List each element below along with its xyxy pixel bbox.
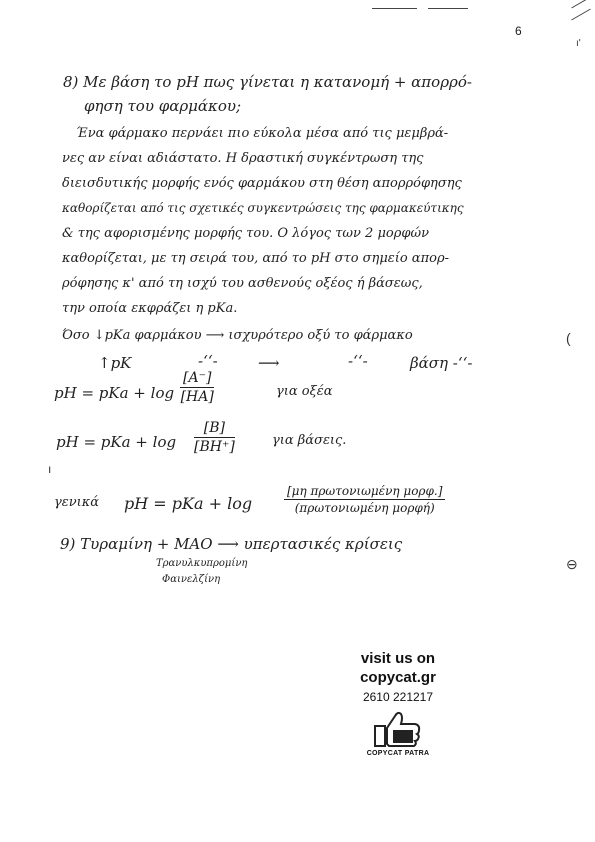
question-heading: 8) Με βάση το pH πως γίνεται η κατανομή + απορρό-	[63, 73, 472, 91]
scan-mark: (	[566, 330, 571, 346]
rule-base-ditto: -‘‘-	[348, 352, 368, 370]
paragraph-line: διεισδυτικής μορφής ενός φαρμάκου στη θέση απορρόφησης	[62, 176, 462, 191]
scan-mark: ı	[48, 462, 52, 476]
equation-base-fraction	[194, 420, 235, 455]
note-drug-2: Φαινελζίνη	[162, 574, 221, 585]
fraction-denominator: [HA]	[180, 389, 214, 405]
copycat-advert	[338, 650, 458, 757]
scan-mark: ⊖	[566, 556, 578, 572]
rule-acid: Όσο ↓pKa φαρμάκου ⟶ ισχυρότερο οξύ το φάρμακο	[62, 328, 413, 343]
fraction-numerator: [B]	[194, 420, 235, 438]
paragraph-line: καθορίζεται από τις σχετικές συγκεντρώσεις της φαρμακεύτικης	[62, 201, 464, 215]
scan-mark	[372, 8, 417, 9]
fraction-numerator: [A⁻]	[180, 370, 214, 388]
equation-acid-lhs: pH = pKa + log	[54, 384, 175, 402]
paragraph-line: & της αφορισμένης μορφής του. Ο λόγος των 2 μορφών	[62, 226, 429, 241]
paragraph-line: καθορίζεται, με τη σειρά του, από το pH στο σημείο απορ-	[62, 251, 449, 266]
scan-mark	[428, 8, 468, 9]
paragraph-line: ρόφησης κ' από τη ισχύ του ασθενούς οξέος ή βάσεως,	[62, 276, 423, 291]
page-number: 6	[515, 24, 522, 38]
rule-base-arrow: ⟶	[258, 354, 280, 372]
scan-mark	[571, 9, 591, 21]
question-9: 9) Τυραμίνη + MAO ⟶ υπερτασικές κρίσεις	[60, 535, 403, 553]
paragraph-line: νες αν είναι αδιάστατο. Η δραστική συγκέντρωση της	[62, 151, 424, 166]
scan-mark: ı'	[576, 38, 581, 49]
fraction-numerator: [μη πρωτονιωμένη μορφ.]	[284, 484, 445, 500]
question-heading-cont: φηση του φαρμάκου;	[84, 97, 242, 115]
equation-base-lhs: pH = pKa + log	[56, 433, 177, 451]
equation-acid-fraction	[180, 370, 214, 405]
rule-base-right: βάση -‘‘-	[410, 354, 473, 372]
thumbs-up-icon	[373, 710, 423, 748]
note-drug-1: Τρανυλκυπρομίνη	[156, 558, 248, 569]
fraction-denominator: (πρωτονιωμένη μορφή)	[294, 501, 435, 515]
advert-phone: 2610 221217	[362, 690, 434, 704]
paragraph-line: Ένα φάρμακο περνάει πιο εύκολα μέσα από τις μεμβρά-	[76, 126, 449, 141]
advert-website: copycat.gr	[360, 669, 436, 686]
advert-line-1: visit us on	[360, 650, 436, 667]
equation-base-label: για βάσεις.	[272, 433, 347, 448]
fraction-denominator: [BH⁺]	[194, 439, 235, 455]
equation-general-lhs: pH = pKa + log	[124, 494, 253, 513]
scan-mark	[571, 0, 591, 8]
rule-base-ditto: -‘‘-	[198, 352, 218, 370]
rule-base-left: ↑pK	[98, 354, 132, 372]
equation-acid-label: για οξέα	[276, 384, 333, 399]
advert-brand: COPYCAT PATRA	[366, 750, 430, 757]
paragraph-line: την οποία εκφράζει η pKa.	[62, 301, 238, 316]
equation-general-prefix: γενικά	[54, 495, 100, 510]
equation-general-fraction	[284, 484, 445, 515]
